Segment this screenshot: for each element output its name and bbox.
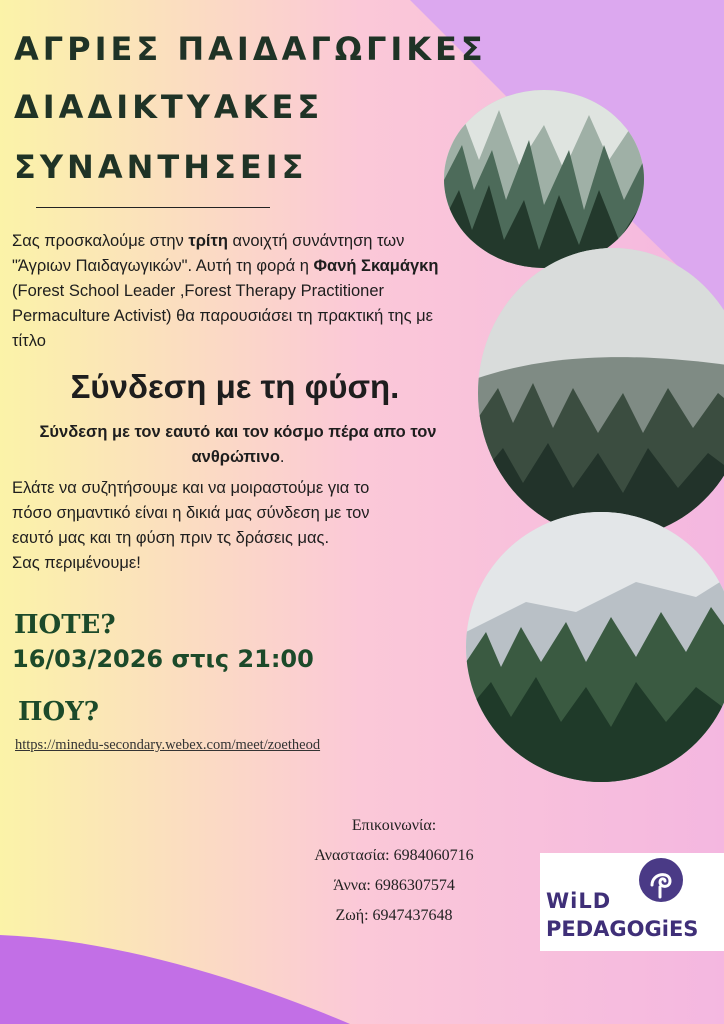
intro-paragraph [12,229,460,354]
logo-text-pedagogies: PEDAGOGiES [546,917,699,941]
contact-person: Άννα: 6986307574 [333,877,455,894]
spiral-logo-icon [638,857,684,903]
contact-block [272,811,516,931]
talk-title: Σύνδεση με τη φύση. [70,368,400,405]
body-line: πόσο σημαντικό είναι η δικιά μας σύνδεση με τον [12,504,370,522]
talk-subtitle-end: . [279,448,285,466]
mountain-forest-photo [466,512,724,782]
intro-bold-third: τρίτη [188,232,228,250]
talk-subtitle [0,420,476,470]
speaker-name: Φανή Σκαμάγκη [313,257,439,275]
intro-text-3: (Forest School Leader ,Forest Therapy Practitioner Permaculture Activist) θα παρουσιάσει τη πρακτική της με τίτλο [12,282,434,350]
logo-text-wild: WiLD [546,889,612,913]
title-line-3: ΣΥΝΑΝΤΗΣΕΙΣ [14,148,308,186]
intro-text-2: ανοιχτή συνάντηση των "Άγριων Παιδαγωγικών". Αυτή τη φορά η [12,232,405,275]
talk-subtitle-text: Σύνδεση με τον εαυτό και τον κόσμο πέρα απο τον ανθρώπινο [39,423,437,466]
contact-person: Αναστασία: 6984060716 [314,847,474,864]
title-line-2: ΔΙΑΔΙΚΤΥΑΚΕΣ [14,88,324,126]
wild-pedagogies-logo [540,853,724,951]
when-value: 16/03/2026 στις 21:00 [12,645,314,673]
meeting-link[interactable]: https://minedu-secondary.webex.com/meet/zoetheod [15,737,321,753]
intro-text-1: Σας προσκαλούμε στην [12,232,189,250]
contact-heading: Επικοινωνία: [351,817,437,834]
where-label: ΠΟΥ? [18,697,99,727]
body-line: εαυτό μας και τη φύση πριν τς δράσεις μας. [12,529,330,547]
title-line-1: ΑΓΡΙΕΣ ΠΑΙΔΑΓΩΓΙΚΕΣ [14,30,487,68]
body-line: Σας περιμένουμε! [12,554,141,572]
forest-mist-photo [444,90,644,268]
contact-person: Ζωή: 6947437648 [335,907,453,924]
title-divider [36,207,270,208]
body-line: Ελάτε να συζητήσουμε και να μοιραστούμε για το [12,479,370,497]
body-paragraph [12,476,472,576]
when-label: ΠΟΤΕ? [14,610,116,640]
